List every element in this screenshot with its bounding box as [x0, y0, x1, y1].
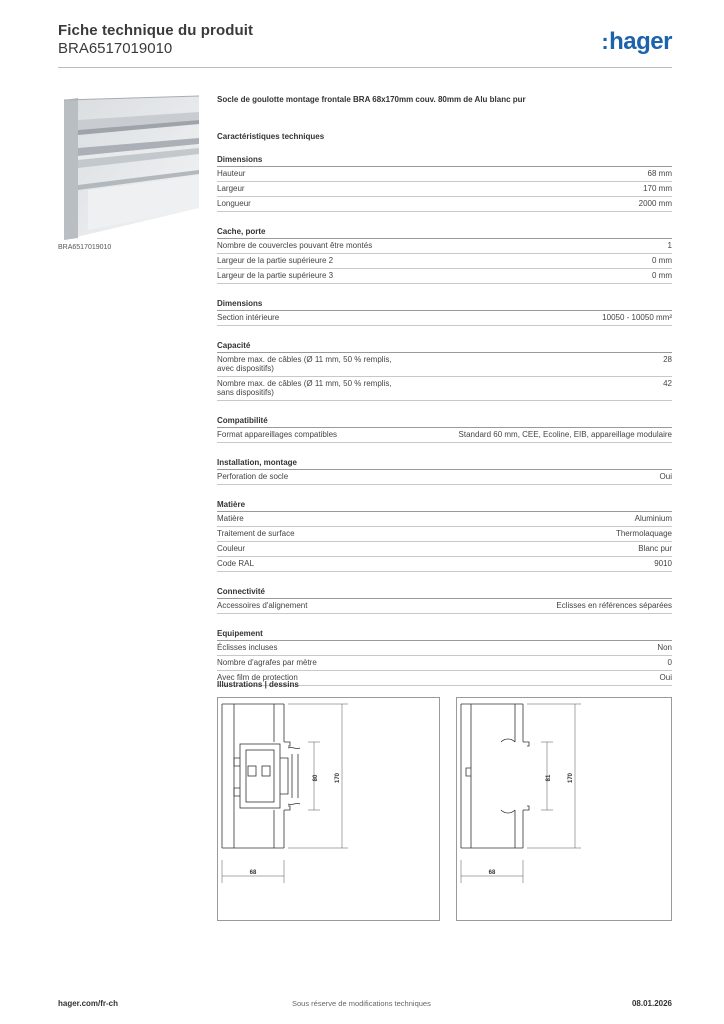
spec-value: 0: [667, 658, 672, 667]
spec-row: [217, 377, 672, 401]
spec-row: [217, 470, 672, 485]
page-header: [58, 22, 253, 57]
spec-value: Standard 60 mm, CEE, Ecoline, EIB, appareillage modulaire: [458, 430, 672, 439]
spec-label: Traitement de surface: [217, 529, 295, 538]
spec-row: [217, 182, 672, 197]
spec-label: Format appareillages compatibles: [217, 430, 338, 439]
spec-label: Largeur: [217, 184, 245, 193]
spec-value: Aluminium: [634, 514, 672, 523]
spec-row: [217, 353, 672, 377]
spec-value: Oui: [659, 673, 672, 682]
spec-row: [217, 512, 672, 527]
spec-row: [217, 557, 672, 572]
footer-website-link[interactable]: hager.com/fr-ch: [58, 999, 119, 1008]
spec-row: [217, 542, 672, 557]
spec-group-connectivite: [217, 587, 672, 614]
spec-group-capacite: [217, 341, 672, 401]
spec-value: 0 mm: [652, 271, 672, 280]
spec-value: 68 mm: [647, 169, 672, 178]
dimension-inner: 81: [546, 774, 552, 782]
product-image-caption: BRA6517019010: [58, 244, 112, 251]
spec-row: [217, 167, 672, 182]
spec-label: Nombre d'agrafes par mètre: [217, 658, 317, 667]
spec-row: [217, 656, 672, 671]
spec-label: Section intérieure: [217, 313, 280, 322]
product-description: Socle de goulotte montage frontale BRA 68x170mm couv. 80mm de Alu blanc pur: [217, 95, 526, 104]
spec-value: Blanc pur: [638, 544, 672, 553]
spec-value: 170 mm: [643, 184, 672, 193]
group-title: Compatibilité: [217, 416, 672, 428]
document-title: Fiche technique du produit: [58, 22, 254, 39]
group-title: Dimensions: [217, 299, 672, 311]
hager-logo[interactable]: [601, 28, 672, 56]
spec-value: Thermolaquage: [615, 529, 672, 538]
spec-group-dimensions: [217, 155, 672, 212]
footer-notice: Sous réserve de modifications techniques: [292, 999, 431, 1008]
spec-group-equipement: [217, 629, 672, 686]
spec-group-matiere: [217, 500, 672, 572]
technical-drawing-with-devices: [217, 697, 440, 921]
spec-row: [217, 239, 672, 254]
spec-value: 42: [663, 379, 672, 388]
spec-label: Accessoires d'alignement: [217, 601, 308, 610]
product-reference: BRA6517019010: [58, 40, 173, 57]
spec-group-cache-porte: [217, 227, 672, 284]
spec-value: 1: [667, 241, 672, 250]
logo-dots-icon: :: [601, 29, 609, 54]
spec-value: 28: [663, 355, 672, 364]
spec-value: 0 mm: [652, 256, 672, 265]
product-image: [58, 90, 199, 240]
technical-heading: Caractéristiques techniques: [217, 132, 325, 141]
spec-group-dimensions-2: [217, 299, 672, 326]
spec-label: Largeur de la partie supérieure 2: [217, 256, 334, 265]
spec-row: [217, 311, 672, 326]
dimension-height: 170: [568, 772, 574, 784]
footer-date: 08.01.2026: [631, 999, 672, 1008]
logo-text: hager: [609, 28, 672, 55]
spec-label: Matière: [217, 514, 244, 523]
group-title: Dimensions: [217, 155, 672, 167]
spec-label: Éclisses incluses: [217, 643, 278, 652]
spec-row: [217, 428, 672, 443]
spec-row: [217, 254, 672, 269]
spec-label: Nombre max. de câbles (Ø 11 mm, 50 % remplis, avec dispositifs): [217, 355, 392, 373]
spec-value: Eclisses en références séparées: [556, 601, 672, 610]
dimension-inner: 80: [313, 774, 319, 782]
group-title: Installation, montage: [217, 458, 672, 470]
spec-value: Non: [657, 643, 672, 652]
spec-row: [217, 527, 672, 542]
spec-row: [217, 197, 672, 212]
dimension-height: 170: [335, 772, 341, 784]
spec-value: 2000 mm: [638, 199, 672, 208]
group-title: Capacité: [217, 341, 672, 353]
dimension-width: 68: [249, 870, 257, 876]
spec-label: Couleur: [217, 544, 246, 553]
illustrations-title: Illustrations | dessins: [217, 680, 299, 689]
spec-content: [217, 95, 672, 686]
spec-label: Nombre de couvercles pouvant être montés: [217, 241, 373, 250]
spec-label: Avec film de protection: [217, 673, 298, 682]
group-title: Equipement: [217, 629, 672, 641]
spec-label: Nombre max. de câbles (Ø 11 mm, 50 % remplis, sans dispositifs): [217, 379, 392, 397]
group-title: Matière: [217, 500, 672, 512]
spec-row: [217, 599, 672, 614]
dimension-width: 68: [488, 870, 496, 876]
technical-drawing-base: [456, 697, 672, 921]
spec-row: [217, 269, 672, 284]
spec-label: Longueur: [217, 199, 251, 208]
spec-group-compatibilite: [217, 416, 672, 443]
spec-group-installation: [217, 458, 672, 485]
group-title: Cache, porte: [217, 227, 672, 239]
spec-value: 10050 - 10050 mm²: [602, 313, 672, 322]
spec-label: Perforation de socle: [217, 472, 289, 481]
spec-label: Hauteur: [217, 169, 246, 178]
header-divider: [58, 67, 672, 68]
spec-value: 9010: [654, 559, 672, 568]
spec-label: Largeur de la partie supérieure 3: [217, 271, 334, 280]
group-title: Connectivité: [217, 587, 672, 599]
spec-row: [217, 641, 672, 656]
spec-label: Code RAL: [217, 559, 254, 568]
spec-value: Oui: [659, 472, 672, 481]
